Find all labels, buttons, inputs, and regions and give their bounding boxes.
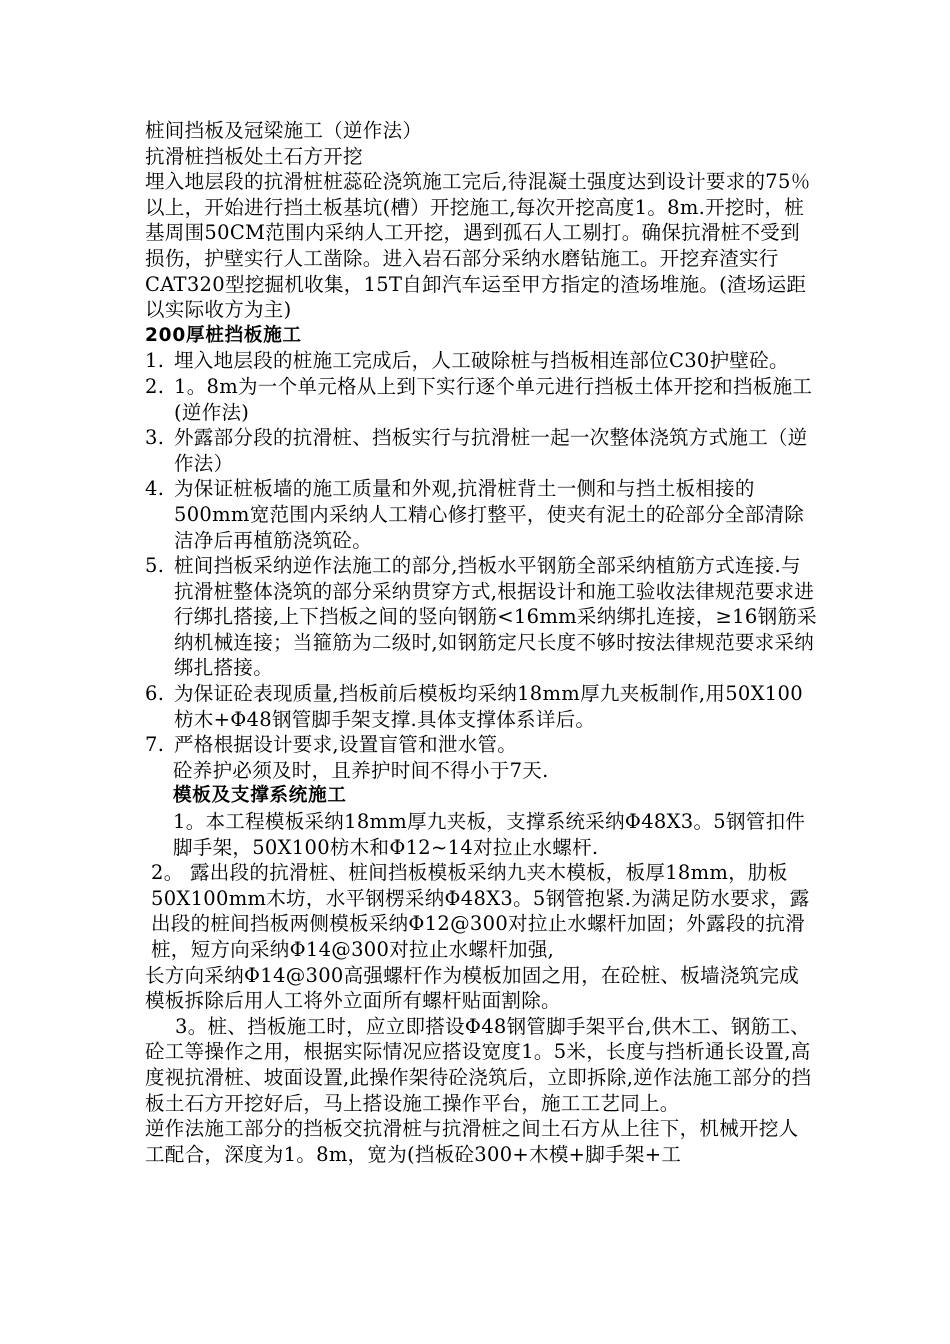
list-item-number: 5. (145, 554, 165, 578)
list-item-number: 7. (145, 733, 165, 757)
formwork-item-2: 2。 露出段的抗滑桩、桩间挡板模板采纳九夹木模板，板厚18mm，肋板50X100mm木坊，水平钢楞采纳Φ48X3。5钢管抱紧.为满足防水要求，露出段的桩间挡板两侧模板采纳Φ12@300对拉止水螺杆加固；外露段的抗滑桩，短方向采纳Φ14@300对拉止水螺杆加强, (151, 861, 810, 961)
numbered-list (145, 348, 817, 758)
list-item-number: 2. (145, 374, 165, 398)
formwork-item-2-continued: 长方向采纳Φ14@300高强螺杆作为模板加固之用，在砼桩、板墙浇筑完成模板拆除后用人工将外立面所有螺杆贴面割除。 (145, 963, 800, 1013)
heading-pile-panel: 200厚桩挡板施工 (145, 324, 302, 346)
list-item (145, 476, 817, 553)
list-item (145, 348, 817, 374)
section-title-2: 抗滑桩挡板处土石方开挖 (145, 144, 363, 168)
section-title-1: 桩间挡板及冠梁施工（逆作法） (145, 119, 423, 142)
list-item (145, 553, 817, 681)
document-page (145, 118, 817, 1167)
list-item-text: 桩间挡板采纳逆作法施工的部分,挡板水平钢筋全部采纳植筋方式连接.与抗滑桩整体浇筑的部分采纳贯穿方式,根据设计和施工验收法律规范要求进行绑扎搭接,上下挡板之间的竖向钢筋<16mm采纳绑扎连接，≥16钢筋采纳机械连接；当箍筋为二级时,如钢筋定尺长度不够时按法律规范要求采纳绑扎搭接。 (174, 554, 817, 680)
list-item-number: 1. (145, 349, 165, 373)
list-item-text: 1。8m为一个单元格从上到下实行逐个单元进行挡板土体开挖和挡板施工(逆作法) (174, 374, 813, 424)
formwork-item-1: 1。本工程模板采纳18mm厚九夹板，支撑系统采纳Φ48X3。5钢管扣件脚手架，50X100枋木和Φ12~14对拉止水螺杆. (173, 810, 806, 859)
list-item-text: 外露部分段的抗滑桩、挡板实行与抗滑桩一起一次整体浇筑方式施工（逆作法） (174, 426, 808, 475)
list-item (145, 681, 817, 732)
list-item (145, 425, 817, 476)
intro-paragraph: 埋入地层段的抗滑桩桩蕊砼浇筑施工完后,待混凝土强度达到设计要求的75％以上，开始进行挡土板基坑(槽）开挖施工,每次开挖高度1。8m.开挖时，桩基周围50CM范围内采纳人工开挖，遇到孤石人工剔打。确保抗滑桩不受到损伤，护壁实行人工凿除。进入岩石部分采纳水磨钻施工。开挖弃渣实行CAT320型挖掘机收集，15T自卸汽车运至甲方指定的渣场堆施。(渣场运距以实际收方为主) (145, 170, 811, 322)
list-item-number: 3. (145, 426, 165, 450)
curing-note: 砼养护必须及时，且养护时间不得小于7天. (173, 758, 549, 782)
list-item-number: 4. (145, 477, 165, 501)
final-paragraph: 逆作法施工部分的挡板交抗滑桩与抗滑桩之间土石方从上往下，机械开挖人工配合，深度为1。8m，宽为(挡板砼300+木模+脚手架+工 (145, 1117, 799, 1166)
list-item (145, 374, 817, 425)
list-item-text: 埋入地层段的桩施工完成后，人工破除桩与挡板相连部位C30护壁砼。 (174, 349, 789, 373)
list-item-text: 为保证砼表现质量,挡板前后模板均采纳18mm厚九夹板制作,用50X100枋木+Φ48钢管脚手架支撑.具体支撑体系详后。 (174, 682, 803, 731)
list-item-number: 6. (145, 682, 165, 706)
heading-formwork: 模板及支撑系统施工 (173, 785, 347, 807)
list-item-text: 严格根据设计要求,设置盲管和泄水管。 (174, 733, 518, 757)
list-item (145, 732, 817, 758)
formwork-item-3: 3。桩、挡板施工时，应立即搭设Φ48钢管脚手架平台,供木工、钢筋工、砼工等操作之用，根据实际情况应搭设宽度1。5米，长度与挡析通长设置,高度视抗滑桩、坡面设置,此操作架待砼浇筑后，立即拆除,逆作法施工部分的挡板土石方开挖好后，马上搭设施工操作平台，施工工艺同上。 (145, 1014, 812, 1115)
list-item-text: 为保证桩板墙的施工质量和外观,抗滑桩背土一侧和与挡土板相接的500mm宽范围内采纳人工精心修打整平，使夹有泥土的砼部分全部清除洁净后再植筋浇筑砼。 (174, 477, 805, 552)
